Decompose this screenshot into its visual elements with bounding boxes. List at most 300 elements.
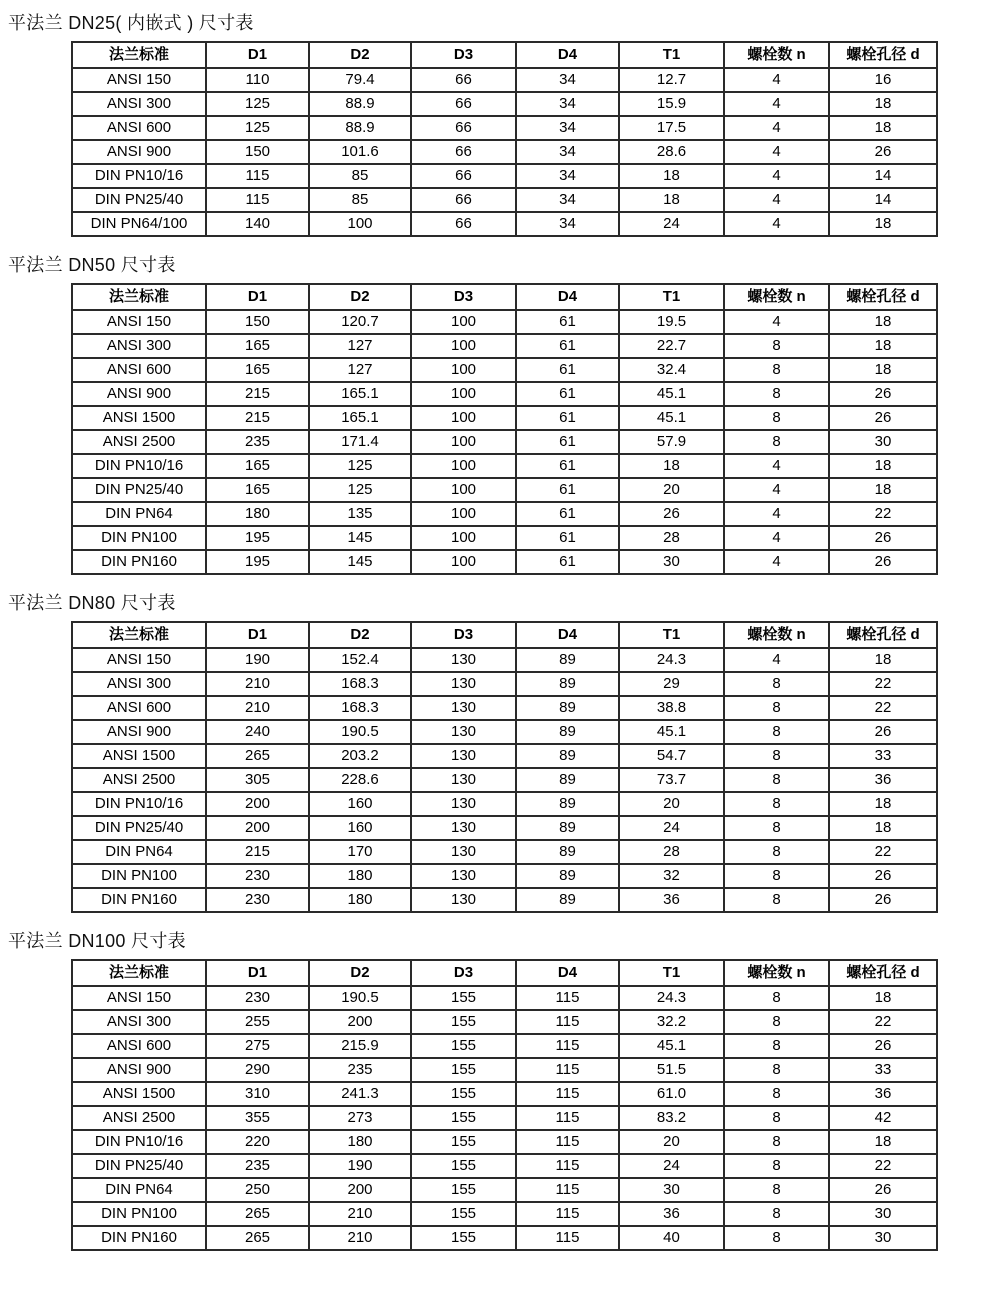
table-title: 平法兰 DN100 尺寸表 — [8, 931, 186, 951]
dimension-value-cell: 24.3 — [619, 648, 724, 672]
dimension-value-cell: 30 — [829, 430, 937, 454]
column-header: D3 — [411, 284, 516, 310]
dimension-value-cell: 160 — [309, 792, 411, 816]
column-header: 螺栓数 n — [724, 42, 829, 68]
dimension-value-cell: 14 — [829, 188, 937, 212]
dimension-value-cell: 45.1 — [619, 1034, 724, 1058]
flange-standard-cell: ANSI 900 — [72, 140, 206, 164]
flange-standard-cell: DIN PN64 — [72, 502, 206, 526]
dimension-value-cell: 61 — [516, 358, 619, 382]
flange-standard-cell: DIN PN10/16 — [72, 1130, 206, 1154]
dimension-value-cell: 66 — [411, 188, 516, 212]
dimension-value-cell: 20 — [619, 792, 724, 816]
dimension-value-cell: 4 — [724, 212, 829, 236]
dimension-value-cell: 100 — [411, 502, 516, 526]
dimension-value-cell: 34 — [516, 188, 619, 212]
dimension-value-cell: 165 — [206, 478, 309, 502]
dimension-value-cell: 8 — [724, 744, 829, 768]
dimension-value-cell: 83.2 — [619, 1106, 724, 1130]
dimension-value-cell: 310 — [206, 1082, 309, 1106]
dimension-value-cell: 8 — [724, 1226, 829, 1250]
dimension-value-cell: 16 — [829, 68, 937, 92]
dimension-value-cell: 155 — [411, 1178, 516, 1202]
dimension-value-cell: 8 — [724, 672, 829, 696]
flange-standard-cell: ANSI 150 — [72, 648, 206, 672]
column-header: D1 — [206, 284, 309, 310]
table-row — [72, 1154, 937, 1178]
dimension-value-cell: 34 — [516, 92, 619, 116]
dimension-value-cell: 61 — [516, 406, 619, 430]
dimension-value-cell: 150 — [206, 310, 309, 334]
column-header: D2 — [309, 622, 411, 648]
header-row — [72, 284, 937, 310]
column-header: D1 — [206, 960, 309, 986]
dimension-value-cell: 66 — [411, 140, 516, 164]
table-row — [72, 550, 937, 574]
dimension-value-cell: 115 — [516, 1178, 619, 1202]
table-row — [72, 1178, 937, 1202]
table-row — [72, 1130, 937, 1154]
flange-table-section — [6, 12, 1000, 237]
dimension-value-cell: 30 — [829, 1202, 937, 1226]
dimension-value-cell: 26 — [829, 864, 937, 888]
column-header: D2 — [309, 960, 411, 986]
column-header: D4 — [516, 622, 619, 648]
dimension-value-cell: 26 — [829, 140, 937, 164]
dimension-value-cell: 18 — [829, 212, 937, 236]
dimension-value-cell: 61 — [516, 478, 619, 502]
dimension-value-cell: 8 — [724, 358, 829, 382]
flange-standard-cell: ANSI 600 — [72, 1034, 206, 1058]
column-header: 螺栓数 n — [724, 284, 829, 310]
dimension-value-cell: 155 — [411, 986, 516, 1010]
dimension-value-cell: 24.3 — [619, 986, 724, 1010]
dimension-value-cell: 127 — [309, 334, 411, 358]
header-row — [72, 42, 937, 68]
dimension-value-cell: 125 — [206, 116, 309, 140]
dimension-value-cell: 26 — [829, 382, 937, 406]
dimension-value-cell: 4 — [724, 310, 829, 334]
dimension-value-cell: 54.7 — [619, 744, 724, 768]
dimension-value-cell: 24 — [619, 816, 724, 840]
dimension-value-cell: 66 — [411, 164, 516, 188]
flange-standard-cell: ANSI 300 — [72, 92, 206, 116]
dimension-value-cell: 51.5 — [619, 1058, 724, 1082]
dimension-value-cell: 190 — [206, 648, 309, 672]
dimension-value-cell: 4 — [724, 454, 829, 478]
dimension-value-cell: 235 — [206, 430, 309, 454]
dimension-value-cell: 22 — [829, 672, 937, 696]
dimension-value-cell: 200 — [309, 1178, 411, 1202]
flange-table-section — [6, 592, 1000, 913]
dimension-value-cell: 130 — [411, 864, 516, 888]
column-header: 螺栓数 n — [724, 622, 829, 648]
flange-standard-cell: DIN PN25/40 — [72, 188, 206, 212]
column-header: T1 — [619, 284, 724, 310]
dimension-value-cell: 30 — [619, 1178, 724, 1202]
dimension-value-cell: 89 — [516, 816, 619, 840]
table-row — [72, 164, 937, 188]
dimension-value-cell: 20 — [619, 1130, 724, 1154]
dimension-value-cell: 200 — [309, 1010, 411, 1034]
flange-standard-cell: DIN PN25/40 — [72, 478, 206, 502]
dimension-value-cell: 100 — [411, 454, 516, 478]
dimension-value-cell: 115 — [516, 1130, 619, 1154]
dimension-value-cell: 8 — [724, 334, 829, 358]
dimension-value-cell: 57.9 — [619, 430, 724, 454]
dimension-value-cell: 36 — [829, 768, 937, 792]
dimension-value-cell: 203.2 — [309, 744, 411, 768]
dimension-value-cell: 18 — [619, 454, 724, 478]
table-row — [72, 1058, 937, 1082]
dimension-value-cell: 180 — [309, 888, 411, 912]
table-row — [72, 648, 937, 672]
dimension-value-cell: 165 — [206, 454, 309, 478]
dimension-value-cell: 115 — [516, 1058, 619, 1082]
dimension-value-cell: 18 — [829, 454, 937, 478]
dimension-value-cell: 18 — [829, 816, 937, 840]
table-title: 平法兰 DN50 尺寸表 — [8, 255, 176, 275]
dimension-value-cell: 155 — [411, 1202, 516, 1226]
dimension-value-cell: 22 — [829, 502, 937, 526]
dimension-value-cell: 18 — [829, 478, 937, 502]
dimension-value-cell: 8 — [724, 1010, 829, 1034]
dimension-value-cell: 265 — [206, 1202, 309, 1226]
dimension-value-cell: 18 — [829, 310, 937, 334]
flange-standard-cell: DIN PN64 — [72, 1178, 206, 1202]
flange-standard-cell: DIN PN10/16 — [72, 454, 206, 478]
dimension-value-cell: 115 — [516, 1154, 619, 1178]
dimension-value-cell: 8 — [724, 1034, 829, 1058]
dimension-value-cell: 195 — [206, 526, 309, 550]
dimension-value-cell: 79.4 — [309, 68, 411, 92]
dimension-value-cell: 155 — [411, 1106, 516, 1130]
dimension-value-cell: 8 — [724, 888, 829, 912]
dimension-value-cell: 130 — [411, 792, 516, 816]
dimension-value-cell: 26 — [829, 720, 937, 744]
dimension-table — [71, 283, 938, 575]
dimension-value-cell: 88.9 — [309, 92, 411, 116]
dimension-value-cell: 273 — [309, 1106, 411, 1130]
dimension-value-cell: 220 — [206, 1130, 309, 1154]
dimension-value-cell: 26 — [829, 1178, 937, 1202]
column-header: D4 — [516, 960, 619, 986]
table-row — [72, 720, 937, 744]
flange-standard-cell: ANSI 150 — [72, 68, 206, 92]
flange-standard-cell: DIN PN160 — [72, 1226, 206, 1250]
dimension-value-cell: 34 — [516, 164, 619, 188]
dimension-value-cell: 140 — [206, 212, 309, 236]
table-row — [72, 1202, 937, 1226]
dimension-value-cell: 28 — [619, 526, 724, 550]
dimension-value-cell: 45.1 — [619, 406, 724, 430]
table-row — [72, 672, 937, 696]
flange-standard-cell: DIN PN64 — [72, 840, 206, 864]
dimension-value-cell: 66 — [411, 92, 516, 116]
dimension-value-cell: 17.5 — [619, 116, 724, 140]
dimension-value-cell: 8 — [724, 1082, 829, 1106]
dimension-value-cell: 32.4 — [619, 358, 724, 382]
dimension-value-cell: 130 — [411, 888, 516, 912]
column-header: D4 — [516, 42, 619, 68]
dimension-value-cell: 190.5 — [309, 986, 411, 1010]
table-row — [72, 696, 937, 720]
dimension-value-cell: 18 — [619, 188, 724, 212]
table-row — [72, 358, 937, 382]
dimension-value-cell: 145 — [309, 526, 411, 550]
dimension-value-cell: 8 — [724, 1106, 829, 1130]
table-title: 平法兰 DN80 尺寸表 — [8, 593, 176, 613]
column-header: D2 — [309, 42, 411, 68]
table-row — [72, 382, 937, 406]
dimension-value-cell: 12.7 — [619, 68, 724, 92]
dimension-value-cell: 18 — [829, 358, 937, 382]
dimension-value-cell: 33 — [829, 744, 937, 768]
dimension-value-cell: 89 — [516, 768, 619, 792]
dimension-value-cell: 195 — [206, 550, 309, 574]
dimension-value-cell: 250 — [206, 1178, 309, 1202]
flange-standard-cell: ANSI 300 — [72, 672, 206, 696]
dimension-table — [71, 41, 938, 237]
dimension-value-cell: 210 — [309, 1226, 411, 1250]
dimension-value-cell: 215.9 — [309, 1034, 411, 1058]
dimension-value-cell: 8 — [724, 792, 829, 816]
dimension-value-cell: 155 — [411, 1058, 516, 1082]
dimension-value-cell: 115 — [516, 986, 619, 1010]
table-row — [72, 1082, 937, 1106]
dimension-value-cell: 42 — [829, 1106, 937, 1130]
dimension-value-cell: 130 — [411, 720, 516, 744]
flange-table-section — [6, 254, 1000, 575]
dimension-value-cell: 100 — [411, 310, 516, 334]
flange-standard-cell: DIN PN25/40 — [72, 816, 206, 840]
dimension-value-cell: 8 — [724, 720, 829, 744]
flange-standard-cell: ANSI 300 — [72, 334, 206, 358]
dimension-value-cell: 4 — [724, 478, 829, 502]
dimension-value-cell: 8 — [724, 1058, 829, 1082]
column-header: T1 — [619, 960, 724, 986]
column-header: T1 — [619, 42, 724, 68]
dimension-value-cell: 171.4 — [309, 430, 411, 454]
dimension-value-cell: 8 — [724, 696, 829, 720]
dimension-value-cell: 89 — [516, 888, 619, 912]
dimension-value-cell: 115 — [516, 1202, 619, 1226]
dimension-value-cell: 89 — [516, 744, 619, 768]
dimension-value-cell: 275 — [206, 1034, 309, 1058]
dimension-value-cell: 115 — [516, 1106, 619, 1130]
dimension-value-cell: 235 — [206, 1154, 309, 1178]
table-row — [72, 406, 937, 430]
dimension-value-cell: 32 — [619, 864, 724, 888]
dimension-value-cell: 100 — [411, 550, 516, 574]
flange-standard-cell: ANSI 300 — [72, 1010, 206, 1034]
dimension-value-cell: 305 — [206, 768, 309, 792]
dimension-value-cell: 24 — [619, 1154, 724, 1178]
dimension-value-cell: 26 — [619, 502, 724, 526]
dimension-value-cell: 155 — [411, 1130, 516, 1154]
dimension-value-cell: 36 — [619, 888, 724, 912]
dimension-value-cell: 34 — [516, 68, 619, 92]
dimension-value-cell: 89 — [516, 672, 619, 696]
dimension-value-cell: 115 — [206, 188, 309, 212]
dimension-value-cell: 45.1 — [619, 382, 724, 406]
header-row — [72, 960, 937, 986]
dimension-value-cell: 100 — [411, 382, 516, 406]
dimension-value-cell: 170 — [309, 840, 411, 864]
column-header: 法兰标准 — [72, 284, 206, 310]
dimension-value-cell: 130 — [411, 744, 516, 768]
dimension-value-cell: 26 — [829, 888, 937, 912]
dimension-value-cell: 165 — [206, 358, 309, 382]
flange-standard-cell: DIN PN100 — [72, 864, 206, 888]
table-row — [72, 478, 937, 502]
dimension-value-cell: 61 — [516, 310, 619, 334]
dimension-value-cell: 18 — [829, 1130, 937, 1154]
table-row — [72, 454, 937, 478]
dimension-value-cell: 32.2 — [619, 1010, 724, 1034]
dimension-value-cell: 180 — [206, 502, 309, 526]
dimension-value-cell: 61 — [516, 382, 619, 406]
column-header: 螺栓孔径 d — [829, 42, 937, 68]
dimension-value-cell: 18 — [829, 334, 937, 358]
dimension-value-cell: 88.9 — [309, 116, 411, 140]
table-row — [72, 430, 937, 454]
flange-standard-cell: ANSI 900 — [72, 1058, 206, 1082]
flange-standard-cell: DIN PN100 — [72, 526, 206, 550]
dimension-value-cell: 290 — [206, 1058, 309, 1082]
flange-table-section — [6, 930, 1000, 1251]
dimension-value-cell: 61.0 — [619, 1082, 724, 1106]
dimension-value-cell: 8 — [724, 430, 829, 454]
dimension-value-cell: 8 — [724, 382, 829, 406]
dimension-value-cell: 100 — [411, 406, 516, 430]
dimension-value-cell: 165.1 — [309, 382, 411, 406]
table-row — [72, 1226, 937, 1250]
table-row — [72, 792, 937, 816]
dimension-value-cell: 20 — [619, 478, 724, 502]
dimension-value-cell: 61 — [516, 526, 619, 550]
column-header: 法兰标准 — [72, 622, 206, 648]
dimension-value-cell: 160 — [309, 816, 411, 840]
dimension-value-cell: 100 — [411, 526, 516, 550]
dimension-value-cell: 18 — [829, 986, 937, 1010]
dimension-value-cell: 18 — [829, 648, 937, 672]
dimension-value-cell: 89 — [516, 696, 619, 720]
table-row — [72, 310, 937, 334]
dimension-value-cell: 165 — [206, 334, 309, 358]
dimension-value-cell: 230 — [206, 986, 309, 1010]
dimension-value-cell: 4 — [724, 526, 829, 550]
column-header: D3 — [411, 42, 516, 68]
dimension-value-cell: 36 — [829, 1082, 937, 1106]
dimension-value-cell: 155 — [411, 1226, 516, 1250]
column-header: D3 — [411, 960, 516, 986]
dimension-value-cell: 228.6 — [309, 768, 411, 792]
dimension-table — [71, 959, 938, 1251]
dimension-value-cell: 8 — [724, 1130, 829, 1154]
dimension-value-cell: 210 — [206, 696, 309, 720]
dimension-value-cell: 355 — [206, 1106, 309, 1130]
dimension-value-cell: 8 — [724, 986, 829, 1010]
flange-standard-cell: ANSI 150 — [72, 986, 206, 1010]
table-row — [72, 140, 937, 164]
dimension-value-cell: 152.4 — [309, 648, 411, 672]
table-row — [72, 816, 937, 840]
table-row — [72, 502, 937, 526]
column-header: D3 — [411, 622, 516, 648]
dimension-value-cell: 34 — [516, 116, 619, 140]
dimension-value-cell: 230 — [206, 888, 309, 912]
dimension-value-cell: 130 — [411, 840, 516, 864]
dimension-value-cell: 210 — [309, 1202, 411, 1226]
dimension-value-cell: 4 — [724, 68, 829, 92]
dimension-value-cell: 22 — [829, 1154, 937, 1178]
dimension-value-cell: 168.3 — [309, 672, 411, 696]
dimension-table — [71, 621, 938, 913]
dimension-value-cell: 8 — [724, 1202, 829, 1226]
dimension-value-cell: 22 — [829, 1010, 937, 1034]
dimension-value-cell: 110 — [206, 68, 309, 92]
dimension-value-cell: 73.7 — [619, 768, 724, 792]
column-header: D1 — [206, 42, 309, 68]
dimension-value-cell: 230 — [206, 864, 309, 888]
dimension-value-cell: 155 — [411, 1082, 516, 1106]
dimension-value-cell: 165.1 — [309, 406, 411, 430]
table-title: 平法兰 DN25( 内嵌式 ) 尺寸表 — [8, 13, 254, 33]
dimension-value-cell: 265 — [206, 1226, 309, 1250]
column-header: 螺栓孔径 d — [829, 960, 937, 986]
dimension-value-cell: 215 — [206, 840, 309, 864]
flange-standard-cell: ANSI 900 — [72, 720, 206, 744]
dimension-value-cell: 115 — [516, 1010, 619, 1034]
dimension-value-cell: 100 — [411, 334, 516, 358]
dimension-value-cell: 4 — [724, 116, 829, 140]
dimension-value-cell: 4 — [724, 164, 829, 188]
table-row — [72, 840, 937, 864]
dimension-value-cell: 66 — [411, 212, 516, 236]
dimension-value-cell: 120.7 — [309, 310, 411, 334]
dimension-value-cell: 125 — [206, 92, 309, 116]
dimension-value-cell: 85 — [309, 188, 411, 212]
table-row — [72, 744, 937, 768]
flange-standard-cell: DIN PN10/16 — [72, 164, 206, 188]
dimension-value-cell: 210 — [206, 672, 309, 696]
column-header: D1 — [206, 622, 309, 648]
dimension-value-cell: 155 — [411, 1010, 516, 1034]
dimension-value-cell: 89 — [516, 648, 619, 672]
dimension-value-cell: 34 — [516, 140, 619, 164]
dimension-value-cell: 18 — [619, 164, 724, 188]
dimension-value-cell: 200 — [206, 816, 309, 840]
flange-standard-cell: ANSI 900 — [72, 382, 206, 406]
dimension-value-cell: 38.8 — [619, 696, 724, 720]
dimension-value-cell: 4 — [724, 648, 829, 672]
dimension-value-cell: 18 — [829, 92, 937, 116]
flange-standard-cell: ANSI 150 — [72, 310, 206, 334]
dimension-value-cell: 115 — [516, 1226, 619, 1250]
dimension-value-cell: 14 — [829, 164, 937, 188]
table-row — [72, 864, 937, 888]
dimension-value-cell: 26 — [829, 550, 937, 574]
dimension-value-cell: 18 — [829, 116, 937, 140]
dimension-value-cell: 241.3 — [309, 1082, 411, 1106]
flange-standard-cell: DIN PN64/100 — [72, 212, 206, 236]
dimension-value-cell: 265 — [206, 744, 309, 768]
flange-standard-cell: ANSI 1500 — [72, 406, 206, 430]
flange-standard-cell: ANSI 2500 — [72, 430, 206, 454]
column-header: D4 — [516, 284, 619, 310]
dimension-value-cell: 190 — [309, 1154, 411, 1178]
